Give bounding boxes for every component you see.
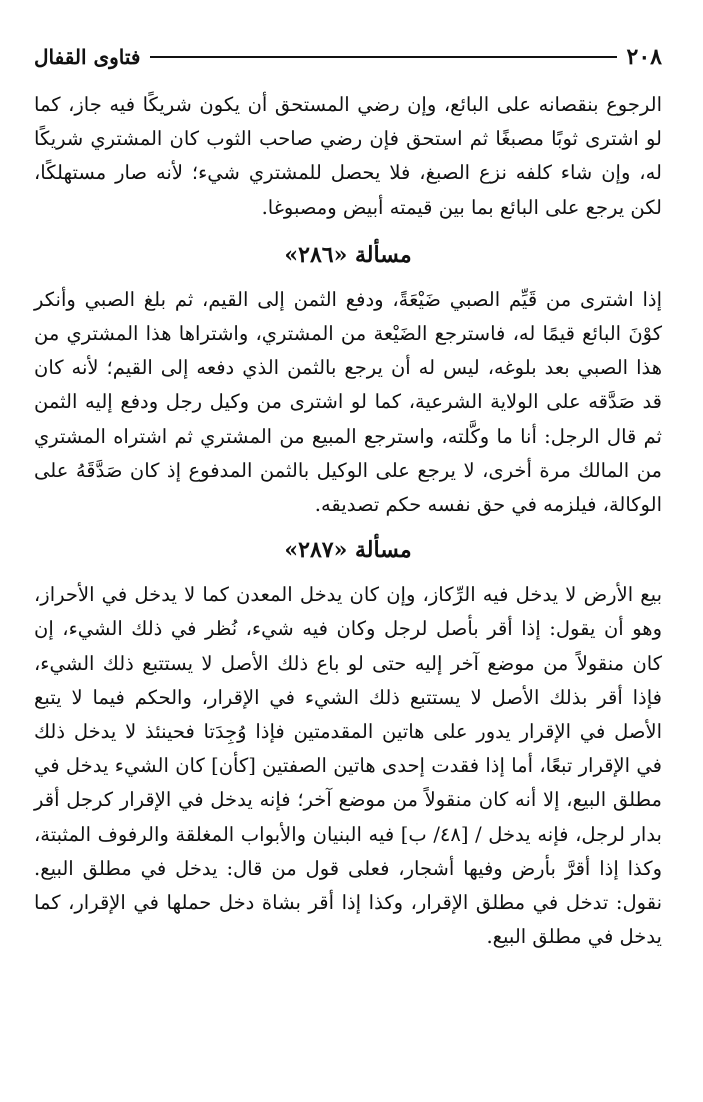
header-rule [150, 56, 616, 58]
page-number: ٢٠٨ [626, 44, 662, 70]
section-heading: مسألة «٢٨٦» [284, 241, 412, 268]
running-header [34, 40, 662, 74]
section-masala-287 [34, 530, 662, 954]
section-heading: مسألة «٢٨٧» [284, 537, 412, 564]
section-continuation [34, 88, 662, 225]
book-page [34, 40, 662, 954]
section-masala-286 [34, 235, 662, 522]
paragraph: إذا اشترى من قَيِّم الصبي ضَيْعَةً، ودفع الثمن إلى القيم، ثم بلغ الصبي وأنكر كوْنَ البائع قيمًا له، فاسترجع الضَيْعة من المشتري، واشتراها هذا المشتري من هذا الصبي بعد بلوغه، ليس له أن يرجع بالثمن الذي دفعه إلى القيم؛ لأنه كان قد صَدَّقه على الولاية الشرعية، كما لو اشترى من وكيل رجل ودفع إليه الثمن ثم قال الرجل: أنا ما وكَّلته، واسترجع المبيع من المشتري ثم اشتراه المشتري من المالك مرة أخرى، لا يرجع على الوكيل بالثمن المدفوع إذ كان صَدَّقَهُ على الوكالة، فيلزمه في حق نفسه حكم تصديقه. [34, 287, 662, 517]
book-title: فتاوى القفال [34, 45, 141, 69]
paragraph: بيع الأرض لا يدخل فيه الرِّكاز، وإن كان يدخل المعدن كما لا يدخل في الأحراز، وهو أن يقول: إذا أقر بأصل لرجل وكان فيه شيء، نُظر في ذلك الشيء، إن كان منقولاً من موضع آخر إليه حتى لو باع ذلك الأصل لا يستتبع ذلك الشيء، فإذا أقر بذلك الأصل لا يستتبع ذلك الشيء في الإقرار، والحكم فيما لا يتبع الأصل في الإقرار يدور على هاتين المقدمتين فإذا وُجِدَتا فحينئذ لا يدخل ذلك في الإقرار تبعًا، أما إذا فقدت إحدى هاتين الصفتين [كأن] كان الشيء يدخل في مطلق البيع، إلا أنه كان منقولاً من موضع آخر؛ فإنه يدخل في الإقرار كرجل أقر بدار لرجل، فإنه يدخل / [٤٨/ ب] فيه البنيان والأبواب المغلقة والرفوف المثبتة، وكذا إذا أقرَّ بأرض وفيها أشجار، فعلى قول من قال: يدخل في مطلق البيع. نقول: تدخل في مطلق الإقرار، وكذا إذا أقر بشاة دخل حملها في الإقرار، كما يدخل في مطلق البيع. [34, 583, 662, 949]
paragraph: الرجوع بنقصانه على البائع، وإن رضي المستحق أن يكون شريكًا فيه جاز، كما لو اشترى ثوبًا مصبغًا ثم استحق فإن رضي صاحب الثوب كان المشتري شريكًا له، وإن شاء كلفه نزع الصبغ، فلا يحصل للمشتري شيء؛ لأنه صار مستهلكًا، لكن يرجع على البائع بما بين قيمته أبيض ومصبوغا. [34, 93, 662, 219]
